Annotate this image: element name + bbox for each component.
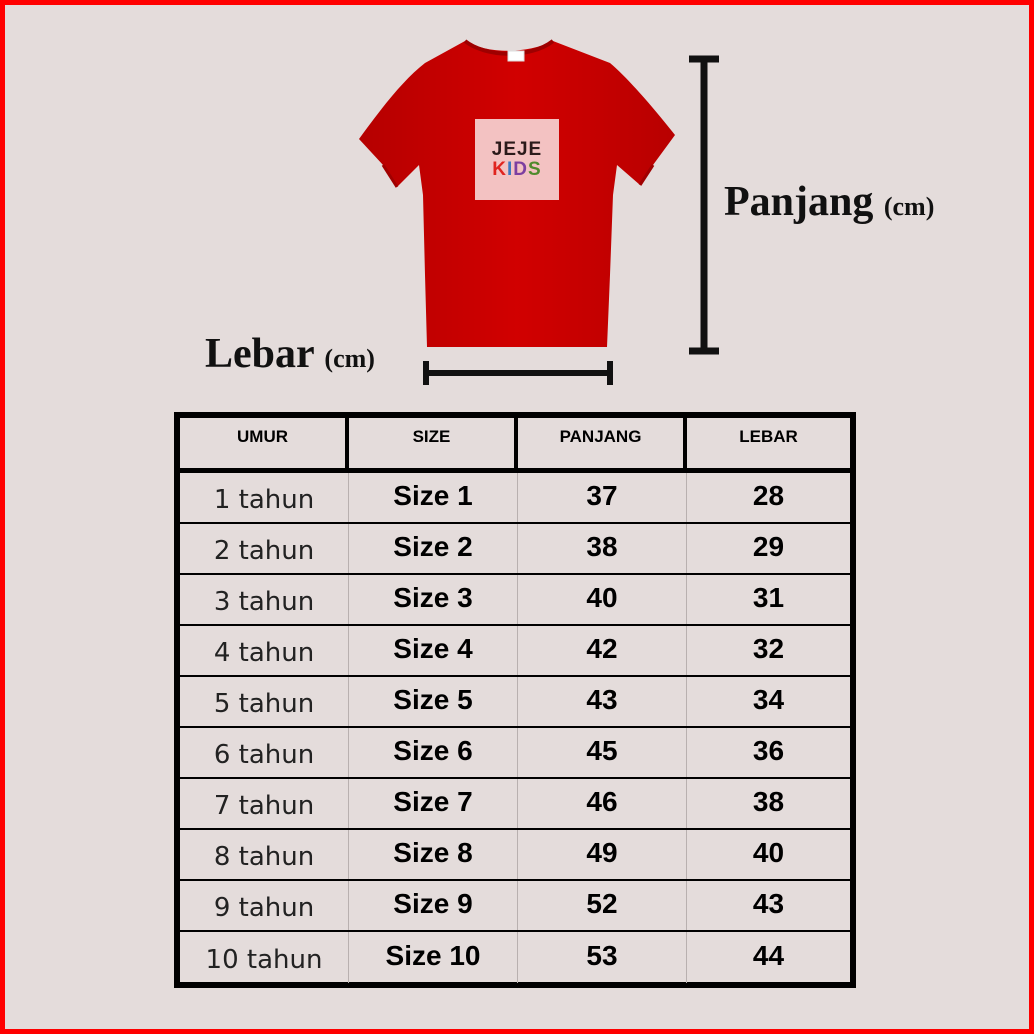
cell-lebar: 29 bbox=[752, 530, 785, 562]
cell-size: Size 3 bbox=[349, 575, 518, 624]
cell-lebar: 40 bbox=[752, 836, 785, 868]
cell-panjang: 43 bbox=[518, 677, 687, 726]
table-row bbox=[180, 626, 850, 677]
cell-umur: 7 tahun bbox=[180, 779, 349, 828]
logo-line-kids bbox=[492, 160, 541, 180]
table-row bbox=[180, 830, 850, 881]
cell-size: Size 9 bbox=[349, 881, 518, 930]
cell-lebar: 32 bbox=[752, 632, 785, 664]
cell-size: Size 8 bbox=[349, 830, 518, 879]
cell-lebar: 36 bbox=[752, 734, 785, 766]
header-panjang: PANJANG bbox=[518, 418, 687, 468]
cell-size: Size 10 bbox=[349, 932, 518, 983]
cell-lebar: 38 bbox=[752, 785, 785, 817]
table-row bbox=[180, 932, 850, 983]
logo-letter: I bbox=[507, 158, 514, 180]
cell-panjang: 45 bbox=[518, 728, 687, 777]
logo-line-jeje: JEJE bbox=[491, 138, 543, 160]
cell-panjang: 49 bbox=[518, 830, 687, 879]
size-chart-table bbox=[174, 412, 856, 988]
jeje-kids-logo bbox=[475, 119, 559, 200]
cell-lebar: 28 bbox=[752, 479, 785, 511]
cell-panjang: 42 bbox=[518, 626, 687, 675]
table-row bbox=[180, 524, 850, 575]
cell-panjang: 38 bbox=[518, 524, 687, 573]
cell-lebar: 34 bbox=[752, 683, 785, 715]
cell-panjang: 52 bbox=[518, 881, 687, 930]
panjang-label bbox=[724, 178, 934, 226]
logo-letter: D bbox=[513, 158, 529, 180]
table-row bbox=[180, 881, 850, 932]
cell-umur: 2 tahun bbox=[180, 524, 349, 573]
table-row bbox=[180, 779, 850, 830]
table-row bbox=[180, 677, 850, 728]
cell-lebar: 31 bbox=[752, 581, 785, 613]
lebar-measure-bar bbox=[420, 358, 616, 388]
header-umur: UMUR bbox=[180, 418, 349, 468]
tshirt-illustration bbox=[355, 35, 680, 355]
panjang-label-text: Panjang bbox=[724, 179, 874, 225]
table-row bbox=[180, 575, 850, 626]
cell-size: Size 2 bbox=[349, 524, 518, 573]
cell-size: Size 7 bbox=[349, 779, 518, 828]
table-row bbox=[180, 473, 850, 524]
cell-panjang: 37 bbox=[518, 473, 687, 522]
logo-letter: S bbox=[528, 158, 542, 180]
cell-lebar: 43 bbox=[752, 887, 785, 919]
cell-umur: 10 tahun bbox=[180, 932, 349, 983]
cell-umur: 9 tahun bbox=[180, 881, 349, 930]
table-header-row bbox=[180, 418, 850, 473]
cell-lebar: 44 bbox=[752, 939, 785, 971]
table-row bbox=[180, 728, 850, 779]
header-lebar: LEBAR bbox=[739, 427, 798, 446]
cell-umur: 4 tahun bbox=[180, 626, 349, 675]
cell-umur: 5 tahun bbox=[180, 677, 349, 726]
cell-umur: 1 tahun bbox=[180, 473, 349, 522]
cell-umur: 6 tahun bbox=[180, 728, 349, 777]
panjang-label-unit: (cm) bbox=[883, 192, 935, 221]
cell-panjang: 53 bbox=[518, 932, 687, 983]
cell-size: Size 4 bbox=[349, 626, 518, 675]
cell-umur: 8 tahun bbox=[180, 830, 349, 879]
lebar-label-unit: (cm) bbox=[324, 344, 375, 373]
cell-size: Size 6 bbox=[349, 728, 518, 777]
lebar-label-text: Lebar bbox=[205, 331, 314, 377]
logo-letter: K bbox=[492, 158, 508, 180]
cell-size: Size 5 bbox=[349, 677, 518, 726]
cell-panjang: 40 bbox=[518, 575, 687, 624]
cell-umur: 3 tahun bbox=[180, 575, 349, 624]
table-body bbox=[180, 473, 850, 983]
lebar-label bbox=[205, 330, 375, 378]
cell-panjang: 46 bbox=[518, 779, 687, 828]
cell-size: Size 1 bbox=[349, 473, 518, 522]
panjang-measure-bar bbox=[684, 55, 724, 355]
header-size: SIZE bbox=[349, 418, 518, 468]
